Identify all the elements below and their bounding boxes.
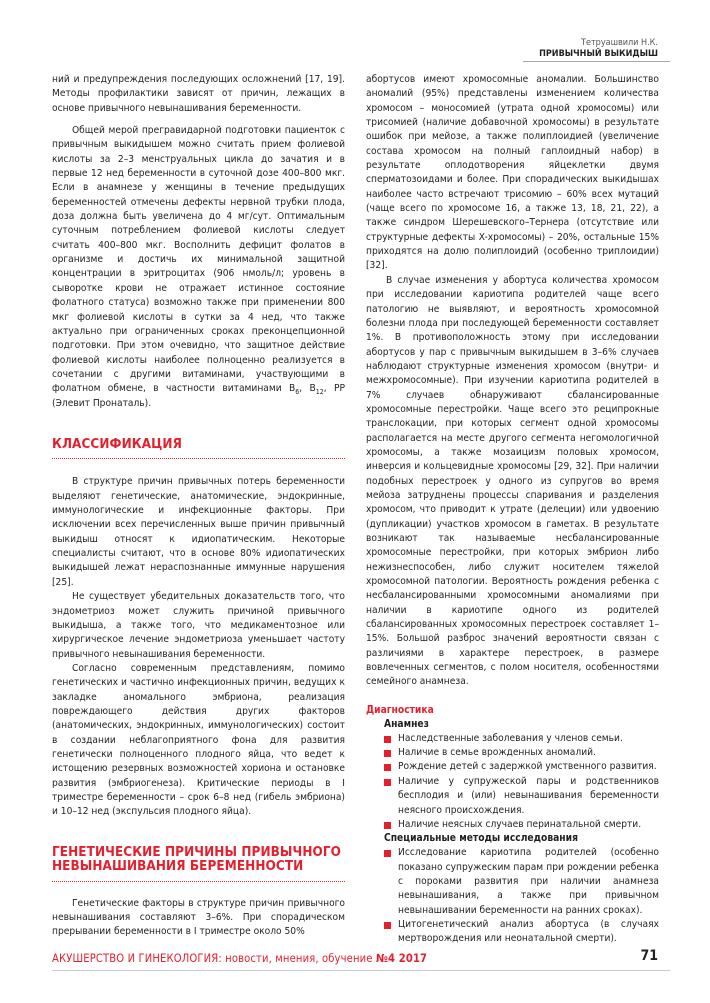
heading-special-methods: Специальные методы исследования xyxy=(384,833,578,845)
list-item: Наличие у супружеской пары и родственников бесплодия и (или) невынашивания беременности неясного происхождения. xyxy=(366,775,659,818)
paragraph: Не существует убедительных доказательств того, что эндометриоз может служить причиной привычного выкидыша, а также того, что медикаментозное или хирургическое лечение эндометриоза уменьшает частоту привычного невынашивания беременности. xyxy=(52,591,345,660)
running-header xyxy=(539,38,658,60)
list-item: Наличие неясных случаев перинатальной смерти. xyxy=(366,818,659,832)
heading-classification: КЛАССИФИКАЦИЯ xyxy=(52,438,345,460)
paragraph: Генетические факторы в структуре причин привычного невынашивания составляют 3–6%. При спорадическом прерывании беременности в I триместре около 50% xyxy=(52,897,345,938)
paragraph: абортусов имеют хромосомные аномалии. Большинство аномалий (95%) представлены изменением количества хромосом – моносомией (утрата одной хромосомы) или трисомией (наличие добавочной хромосомы) в результате ошибок при мейозе, а также полиплоидией (увеличение состава хромосом на полный гаплоидный набор) в результате оплодотворения яйцеклетки двумя сперматозоидами и более. При спорадических выкидышах наиболее часто встречают трисомию – 60% всех мутаций (чаще всего по хромосоме 16, а также 13, 18, 21, 22), а также синдром Шерешевского–Тернера (отсутствие или структурные дефекты X-хромосомы) – 20%, остальные 15% приходятся на долю полиплоидий (особенно триплоидии) [32]. xyxy=(366,74,659,272)
methods-list xyxy=(366,846,659,946)
journal-tagline: новости, мнения, обучение xyxy=(221,952,376,965)
header-rule xyxy=(523,61,670,62)
footer-rule xyxy=(52,970,670,971)
left-column xyxy=(52,73,345,940)
journal-name: АКУШЕРСТВО И ГИНЕКОЛОГИЯ: xyxy=(52,952,222,965)
header-author: Тетруашвили Н.К. xyxy=(581,38,658,48)
paragraph-text: , B xyxy=(299,383,316,395)
footer-journal xyxy=(52,952,427,965)
heading-anamnesis: Анамнез xyxy=(384,718,429,730)
paragraph: ний и предупреждения последующих осложнений [17, 19]. Методы профилактики зависят от причин, лежащих в основе привычного невынашивания беременности. xyxy=(52,74,345,114)
list-item: Цитогенетический анализ абортуса (в случаях мертворождения или неонатальной смерти). xyxy=(366,918,659,947)
heading-genetic-causes: ГЕНЕТИЧЕСКИЕ ПРИЧИНЫ ПРИВЫЧНОГО НЕВЫНАШИВАНИЯ БЕРЕМЕННОСТИ xyxy=(52,846,345,882)
heading-diagnostics: Диагностика xyxy=(366,704,434,716)
paragraph-text: , PP (Элевит Пронаталь). xyxy=(52,383,345,409)
paragraph: Согласно современным представлениям, помимо генетических и частично инфекционных причин, ведущих к закладке аномального эмбриона, реализация повреждающего действия других факторов (анатомических, эндокринных, иммунологических) состоит в создании неблагоприятного фона для развития генетически полноценного плодного яйца, что ведет к истощению резервных возможностей хориона и остановке развития (эмбриогенеза). Критические периоды в I триместре беременности – срок 6–8 нед (гибель эмбриона) и 10–12 нед (экспульсия плодного яйца). xyxy=(52,662,345,818)
subscript: 12 xyxy=(315,388,324,397)
paragraph: В структуре причин привычных потерь беременности выделяют генетические, анатомические, эндокринные, иммунологические и инфекционные факторы. При исключении всех перечисленных выше причин привычный выкидыш относят к идиопатическим. Некоторые специалисты считают, что в основе 80% идиопатических выкидышей лежат нераспознанные иммунные нарушения [25]. xyxy=(52,476,345,588)
list-item: Наличие в семье врожденных аномалий. xyxy=(366,746,659,760)
list-item: Наследственные заболевания у членов семьи. xyxy=(366,732,659,746)
list-item: Исследование кариотипа родителей (особенно показано супружеским парам при рождении ребенка с пороками развития при наличии анамнеза невынашивания, а также при привычном невынашивании беременности на ранних сроках). xyxy=(366,846,659,918)
subscript: 6 xyxy=(295,388,300,397)
list-item: Рождение детей с задержкой умственного развития. xyxy=(366,760,659,774)
header-section: ПРИВЫЧНЫЙ ВЫКИДЫШ xyxy=(539,49,658,59)
anamnesis-list xyxy=(366,732,659,832)
page-number: 71 xyxy=(640,948,658,964)
paragraph-folic-acid xyxy=(52,124,345,411)
paragraph-text: Общей мерой прегравидарной подготовки пациенток с привычным выкидышем можно считать прием фолиевой кислоты за 2–3 менструальных цикла до зачатия и в первые 12 нед беременности в суточной дозе 400–800 мкг. Если в анамнезе у женщины в течение предыдущих беременностей отмечены дефекты нервной трубки плода, доза должна быть увеличена до 4 мг/сут. Оптимальным суточным потреблением фолиевой кислоты следует считать 400–800 мкг. Восполнить дефицит фолатов в организме и достичь их минимальной защитной концентрации в эритроцитах (906 нмоль/л; уровень в сыворотке крови не отражает истинное состояние фолатного статуса) возможно также при применении 800 мкг фолиевой кислоты в сутки за 4 нед, что также актуально при ограниченных сроках преконцепционной подготовки. При этом очевидно, что защитное действие фолиевой кислоты наиболее полноценно реализуется в сочетании с другими витаминами, участвующими в фолатном обмене, в частности витаминами B xyxy=(52,125,345,395)
journal-issue: №4 2017 xyxy=(375,952,428,965)
paragraph: В случае изменения у абортуса количества хромосом при исследовании кариотипа родителей чаще всего патологию не выявляют, и вероятность хромосомной болезни плода при последующей беременности составляет 1%. В противоположность этому при исследовании абортусов у пар с привычным выкидышем в 3–6% случаев наблюдают структурные изменения хромосом (внутри- и межхромосомные). При изучении кариотипа родителей в 7% случаев обнаруживают сбалансированные хромосомные перестройки. Чаще всего это реципрокные транслокации, при которых сегмент одной хромосомы располагается на месте другого сегмента негомологичной хромосомы, а также мозаицизм половых хромосом, инверсия и кольцевидные хромосомы [29, 32]. При наличии подобных перестроек у одного из супругов во время мейоза затруднены процессы спаривания и разделения хромосом, что приводит к утрате (делеции) или удвоению (дупликации) участков хромосом в гаметах. В результате возникают так называемые несбалансированные хромосомные перестройки, при которых эмбрион либо нежизнеспособен, либо служит носителем тяжелой хромосомной патологии. Вероятность рождения ребенка с несбалансированными хромосомными аномалиями при наличии в кариотипе одного из родителей сбалансированных хромосомных перестроек составляет 1–15%. Большой разброс значений вероятности связан с различиями в характере перестроек, в размере вовлеченных сегментов, с полом носителя, особенностями семейного анамнеза. xyxy=(366,274,659,688)
right-column xyxy=(366,73,659,947)
